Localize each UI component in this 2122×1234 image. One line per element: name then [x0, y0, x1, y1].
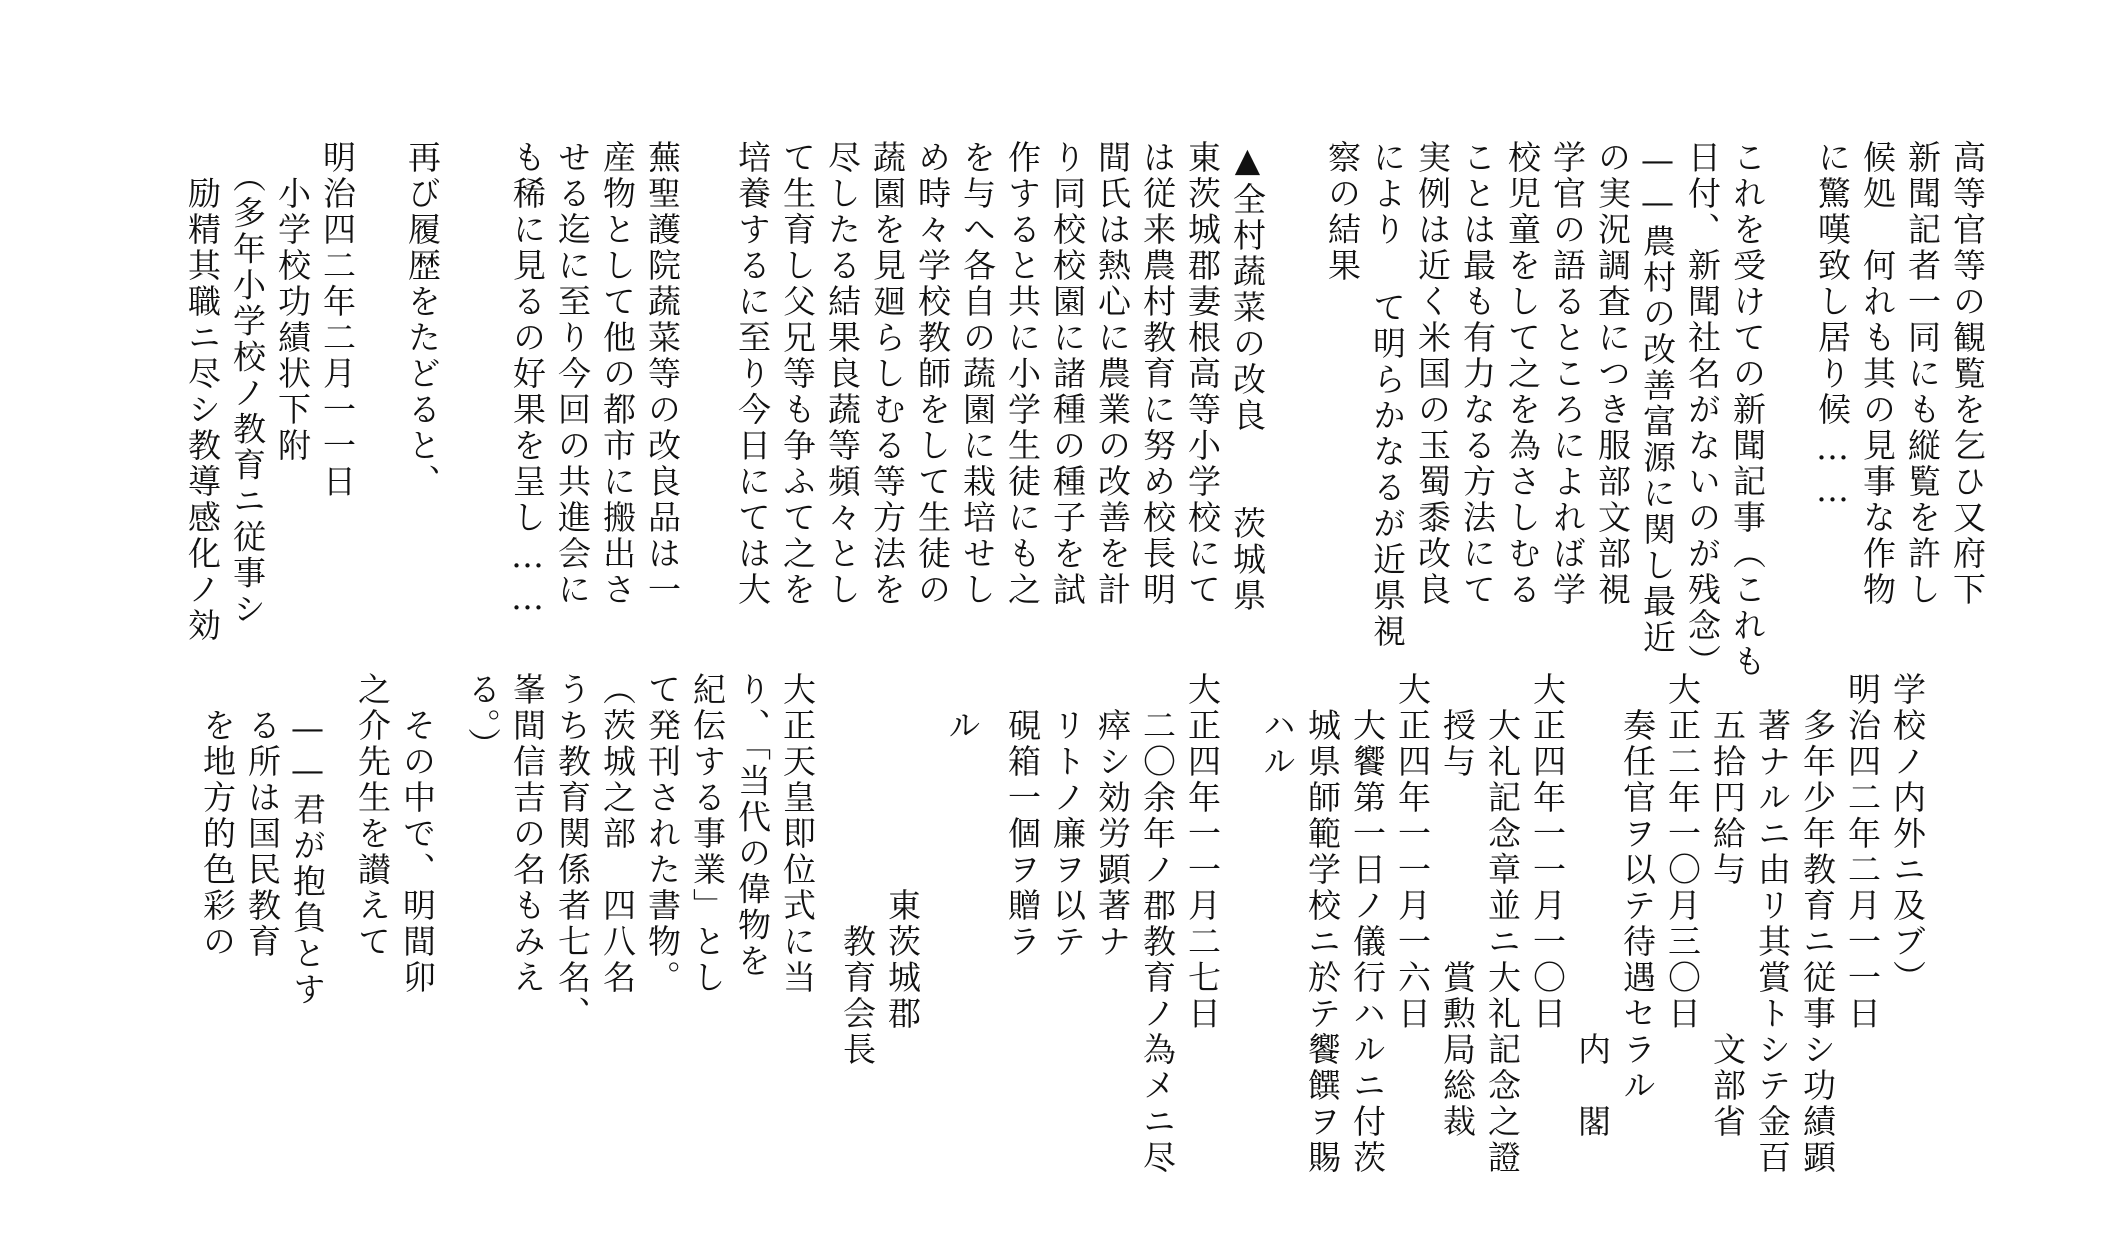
lower-column-24: 大正天皇即位式に当 — [778, 672, 817, 996]
lower-column-33: 之介先生を讃えて — [353, 672, 392, 960]
upper-column-5: これを受けての新聞記事（これも — [1728, 140, 1767, 680]
upper-column-32: 再び履歴をたどると、 — [403, 140, 442, 500]
lower-column-15: ハル — [1258, 672, 1297, 780]
upper-column-36: 励精其職ニ尽シ教導感化ノ効 — [183, 140, 222, 644]
lower-column-7: 奏任官ヲ以テ待遇セラル — [1618, 672, 1657, 1104]
upper-column-9: 学官の語るところによれば学 — [1548, 140, 1587, 608]
lower-column-28: （茨城之部 四八名 — [598, 672, 637, 996]
lower-column-23: 教育会長 — [838, 672, 877, 1068]
lower-column-11: 授与 賞勲局総裁 — [1438, 672, 1477, 1140]
lower-column-3: 多年少年教育ニ従事シ功績顕 — [1798, 672, 1837, 1176]
lower-column-26: 紀伝する事業」とし — [688, 672, 727, 996]
upper-column-20: 作すると共に小学生徒にも之 — [1003, 140, 1042, 608]
upper-column-26: 培養するに至り今日にては大 — [733, 140, 772, 608]
upper-column-16: 東茨城郡妻根高等小学校にて — [1183, 140, 1222, 608]
upper-column-19: り同校校園に諸種の種子を試 — [1048, 140, 1087, 608]
upper-column-1: 高等官等の観覧を乞ひ又府下 — [1948, 140, 1987, 608]
lower-column-4: 著ナルニ由リ其賞トシテ金百 — [1753, 672, 1792, 1176]
upper-column-18: 間氏は熱心に農業の改善を計 — [1093, 140, 1132, 608]
lower-column-8: 内 閣 — [1573, 672, 1612, 1140]
lower-column-31: る。） — [463, 672, 502, 764]
lower-column-36: を地方的色彩の — [198, 672, 237, 960]
upper-column-25: て生育し父兄等も争ふて之を — [778, 140, 817, 608]
upper-column-11: ことは最も有力なる方法にて — [1458, 140, 1497, 608]
upper-column-22: め時々学校教師をして生徒の — [913, 140, 952, 608]
upper-column-8: の実況調査につき服部文部視 — [1593, 140, 1632, 608]
lower-column-5: 五拾円給与 文部省 — [1708, 672, 1747, 1140]
lower-column-21: ル — [943, 672, 982, 744]
lower-column-12: 大正四年一一月一六日 — [1393, 672, 1432, 1032]
lower-column-16: 大正四年一一月二七日 — [1183, 672, 1222, 1032]
upper-column-24: 尽したる結果良蔬等頻々とし — [823, 140, 862, 608]
lower-column-25: り、「当代の偉物を — [733, 672, 772, 980]
upper-column-23: 蔬園を見廻らしむる等方法を — [868, 140, 907, 608]
upper-column-2: 新聞記者一同にも縦覧を許し — [1903, 140, 1942, 608]
lower-column-19: リトノ廉ヲ以テ — [1048, 672, 1087, 960]
upper-column-6: 日付、新聞社名がないのが残念） — [1683, 140, 1722, 680]
lower-column-17: 二〇余年ノ郡教育ノ為メニ尽 — [1138, 672, 1177, 1176]
upper-column-28: 産物として他の都市に搬出さ — [598, 140, 637, 608]
upper-column-33: 明治四二年二月一一日 — [318, 140, 357, 500]
upper-column-7: ——農村の改善富源に関し最近 — [1638, 140, 1677, 656]
lower-column-30: 峯間信吉の名もみえ — [508, 672, 547, 996]
upper-column-12: 実例は近く米国の玉蜀黍改良 — [1413, 140, 1452, 608]
lower-column-32: その中で、明間卯 — [398, 672, 437, 996]
upper-column-14: 察の結果 — [1323, 140, 1362, 284]
lower-column-13: 大饗第一日ノ儀行ハルニ付茨 — [1348, 672, 1387, 1176]
lower-column-10: 大礼記念章並ニ大礼記念之證 — [1483, 672, 1522, 1176]
lower-column-6: 大正二年一〇月三〇日 — [1663, 672, 1702, 1032]
upper-column-17: は従来農村教育に努め校長明 — [1138, 140, 1177, 608]
upper-column-29: せる迄に至り今回の共進会に — [553, 140, 592, 608]
lower-column-18: 瘁シ効労顕著ナ — [1093, 672, 1132, 960]
upper-column-13: により て明らかなるが近県視 — [1368, 140, 1407, 650]
lower-column-29: うち教育関係者七名、 — [553, 672, 592, 1032]
upper-column-21: を与へ各自の蔬園に栽培せし — [958, 140, 997, 608]
lower-column-1: 学校ノ内外ニ及ブ） — [1888, 672, 1927, 996]
lower-column-14: 城県師範学校ニ於テ饗饌ヲ賜 — [1303, 672, 1342, 1176]
lower-column-9: 大正四年一一月一〇日 — [1528, 672, 1567, 1032]
upper-column-10: 校児童をして之を為さしむる — [1503, 140, 1542, 608]
upper-column-4: に驚嘆致し居り候…… — [1813, 140, 1852, 512]
upper-column-27: 蕪聖護院蔬菜等の改良品は一 — [643, 140, 682, 608]
upper-column-34: 小学校功績状下附 — [273, 140, 312, 464]
upper-column-3: 候処 何れも其の見事な作物 — [1858, 140, 1897, 608]
lower-column-20: 硯箱一個ヲ贈ラ — [1003, 672, 1042, 960]
upper-column-30: も稀に見るの好果を呈し…… — [508, 140, 547, 620]
lower-column-27: て発刊された書物。 — [643, 672, 682, 996]
lower-column-34: ——君が抱負とす — [288, 672, 327, 1008]
lower-column-35: る所は国民教育 — [243, 672, 282, 960]
upper-column-35: （多年小学校ノ教育ニ従事シ — [228, 140, 267, 628]
upper-column-15: ▲全村蔬菜の改良 茨城県 — [1228, 140, 1267, 614]
lower-column-22: 東茨城郡 — [883, 672, 922, 1032]
lower-column-2: 明治四二年二月一一日 — [1843, 672, 1882, 1032]
